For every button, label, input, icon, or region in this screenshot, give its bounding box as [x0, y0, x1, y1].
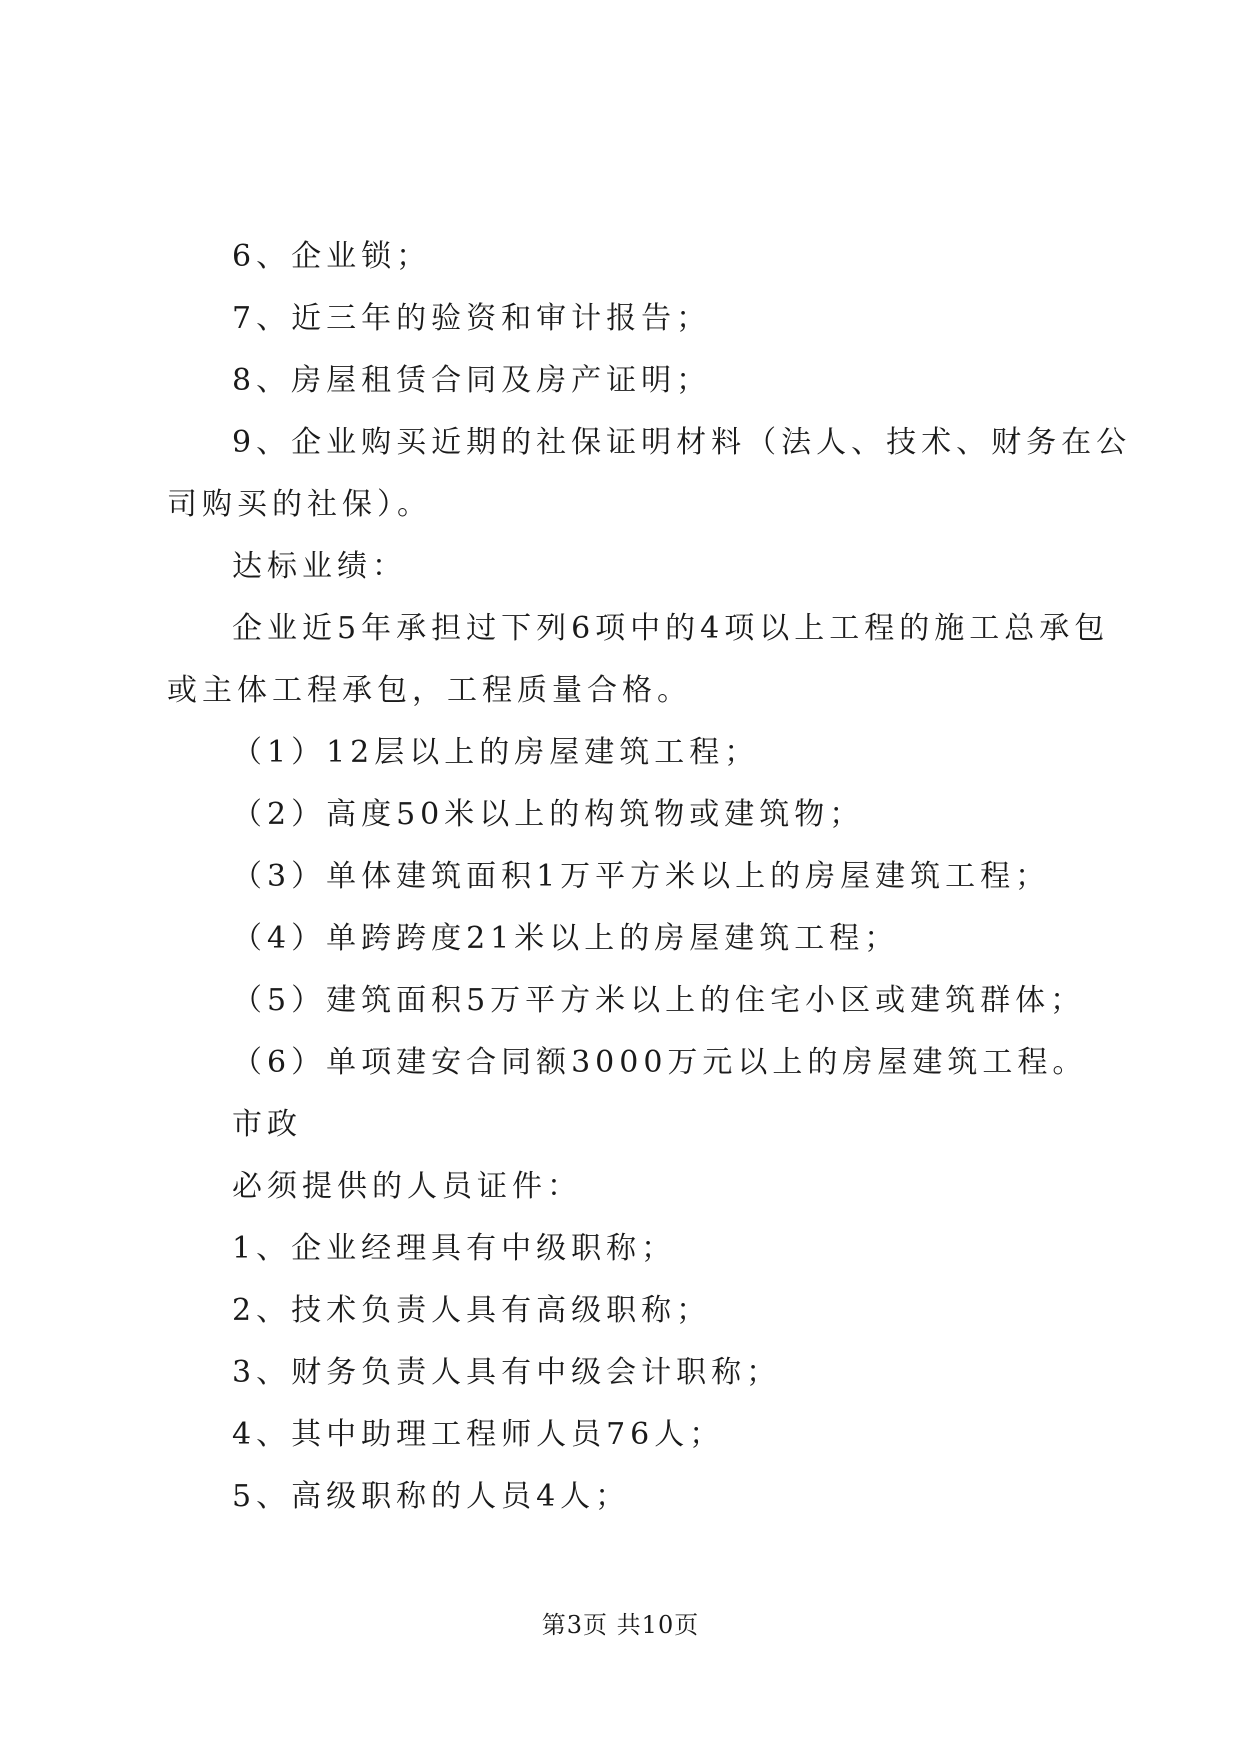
text-line: 达标业绩：	[232, 549, 407, 584]
text-line: （6）单项建安合同额3000万元以上的房屋建筑工程。	[232, 1045, 1088, 1080]
text-line: 5、高级职称的人员4人；	[232, 1479, 631, 1514]
text-line: （2）高度50米以上的构筑物或建筑物；	[232, 797, 865, 832]
text-line: 9、企业购买近期的社保证明材料（法人、技术、财务在公	[232, 425, 1132, 460]
text-line: 企业近5年承担过下列6项中的4项以上工程的施工总承包	[232, 611, 1110, 646]
text-line: 1、企业经理具有中级职称；	[232, 1231, 677, 1266]
text-line: 市政	[232, 1107, 302, 1142]
text-line: 司购买的社保）。	[167, 487, 432, 522]
page-footer: 第3页 共10页	[541, 1611, 700, 1639]
text-line: （5）建筑面积5万平方米以上的住宅小区或建筑群体；	[232, 983, 1086, 1018]
text-line: 2、技术负责人具有高级职称；	[232, 1293, 712, 1328]
text-line: （3）单体建筑面积1万平方米以上的房屋建筑工程；	[232, 859, 1051, 894]
text-line: 或主体工程承包，工程质量合格。	[167, 673, 692, 708]
text-line: 8、房屋租赁合同及房产证明；	[232, 363, 712, 398]
text-line: （1）12层以上的房屋建筑工程；	[232, 735, 760, 770]
text-line: （4）单跨跨度21米以上的房屋建筑工程；	[232, 921, 900, 956]
text-line: 6、企业锁；	[232, 239, 432, 274]
text-line: 4、其中助理工程师人员76人；	[232, 1417, 725, 1452]
text-line: 必须提供的人员证件：	[232, 1169, 582, 1204]
text-line: 3、财务负责人具有中级会计职称；	[232, 1355, 782, 1390]
text-line: 7、近三年的验资和审计报告；	[232, 301, 712, 336]
